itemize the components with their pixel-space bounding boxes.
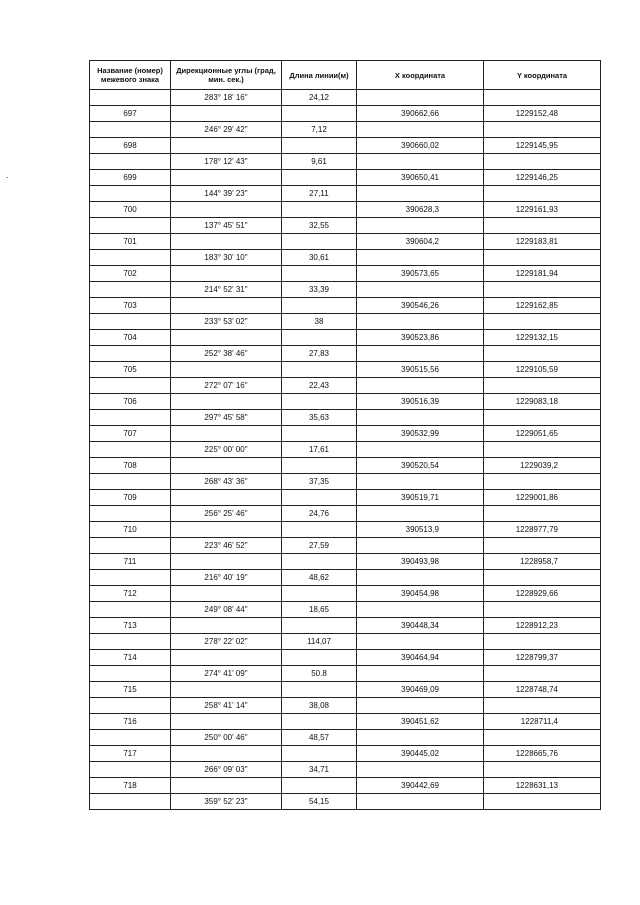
cell-x: 390628,3 <box>357 202 484 218</box>
table-row-point <box>90 554 601 570</box>
cell-y: 1228631,13 <box>484 778 601 794</box>
cell-angle <box>171 138 282 154</box>
cell-y <box>484 698 601 714</box>
table-body <box>90 90 601 810</box>
cell-angle <box>171 778 282 794</box>
cell-angle <box>171 106 282 122</box>
cell-x: 390546,26 <box>357 298 484 314</box>
cell-y: 1228977,79 <box>484 522 601 538</box>
cell-angle: 233° 53' 02" <box>171 314 282 330</box>
cell-angle <box>171 714 282 730</box>
cell-y: 1229181,94 <box>484 266 601 282</box>
table-row-point <box>90 170 601 186</box>
cell-length: 24,12 <box>282 90 357 106</box>
cell-angle <box>171 394 282 410</box>
table-row-point <box>90 714 601 730</box>
cell-angle <box>171 490 282 506</box>
cell-angle <box>171 298 282 314</box>
cell-y: 1229161,93 <box>484 202 601 218</box>
cell-name: 712 <box>90 586 171 602</box>
cell-length: 38 <box>282 314 357 330</box>
cell-length <box>282 266 357 282</box>
cell-name: 706 <box>90 394 171 410</box>
table-row-point <box>90 106 601 122</box>
table-row-point <box>90 298 601 314</box>
cell-name <box>90 570 171 586</box>
cell-name <box>90 794 171 810</box>
header-name: Название (номер) межевого знака <box>90 61 171 90</box>
cell-y <box>484 282 601 298</box>
table-row-segment <box>90 410 601 426</box>
cell-y <box>484 794 601 810</box>
cell-name: 702 <box>90 266 171 282</box>
table-row-point <box>90 746 601 762</box>
cell-y: 1229105,59 <box>484 362 601 378</box>
cell-y <box>484 602 601 618</box>
cell-y <box>484 506 601 522</box>
cell-name: 697 <box>90 106 171 122</box>
cell-angle: 183° 30' 10" <box>171 250 282 266</box>
cell-x: 390662,66 <box>357 106 484 122</box>
table-row-point <box>90 202 601 218</box>
table-row-segment <box>90 570 601 586</box>
cell-x <box>357 666 484 682</box>
cell-y: 1228958,7 <box>484 554 601 570</box>
cell-length <box>282 234 357 250</box>
cell-angle: 250° 00' 46" <box>171 730 282 746</box>
boundary-coordinates-table <box>89 60 601 810</box>
table-header-row <box>90 61 601 90</box>
cell-length: 32,55 <box>282 218 357 234</box>
cell-angle: 359° 52' 23" <box>171 794 282 810</box>
cell-y: 1229083,18 <box>484 394 601 410</box>
cell-length: 114,07 <box>282 634 357 650</box>
cell-length: 7,12 <box>282 122 357 138</box>
cell-y <box>484 730 601 746</box>
table-row-segment <box>90 90 601 106</box>
table-row-segment <box>90 250 601 266</box>
cell-y <box>484 474 601 490</box>
cell-angle: 283° 18' 16" <box>171 90 282 106</box>
cell-y: 1228799,37 <box>484 650 601 666</box>
table-row-point <box>90 682 601 698</box>
cell-x: 390519,71 <box>357 490 484 506</box>
cell-y: 1229051,65 <box>484 426 601 442</box>
cell-length: 24,76 <box>282 506 357 522</box>
cell-angle <box>171 682 282 698</box>
scan-speck <box>6 177 8 178</box>
cell-length: 30,61 <box>282 250 357 266</box>
cell-x: 390650,41 <box>357 170 484 186</box>
cell-angle: 278° 22' 02" <box>171 634 282 650</box>
cell-name <box>90 314 171 330</box>
table-row-point <box>90 330 601 346</box>
cell-x: 390573,65 <box>357 266 484 282</box>
cell-y <box>484 314 601 330</box>
cell-length <box>282 138 357 154</box>
cell-name <box>90 282 171 298</box>
cell-length <box>282 618 357 634</box>
table-row-segment <box>90 154 601 170</box>
cell-length <box>282 106 357 122</box>
cell-x: 390448,34 <box>357 618 484 634</box>
cell-name <box>90 154 171 170</box>
cell-x <box>357 122 484 138</box>
cell-x <box>357 506 484 522</box>
cell-length: 33,39 <box>282 282 357 298</box>
cell-x <box>357 314 484 330</box>
cell-name: 698 <box>90 138 171 154</box>
cell-y: 1229132,15 <box>484 330 601 346</box>
cell-name <box>90 186 171 202</box>
cell-x: 390532,99 <box>357 426 484 442</box>
cell-angle <box>171 650 282 666</box>
cell-y <box>484 90 601 106</box>
cell-y: 1229001,86 <box>484 490 601 506</box>
cell-y <box>484 122 601 138</box>
cell-name: 717 <box>90 746 171 762</box>
cell-length <box>282 170 357 186</box>
cell-y: 1228748,74 <box>484 682 601 698</box>
cell-length <box>282 586 357 602</box>
table-row-segment <box>90 666 601 682</box>
cell-name <box>90 122 171 138</box>
table-row-point <box>90 362 601 378</box>
cell-y <box>484 250 601 266</box>
cell-name: 700 <box>90 202 171 218</box>
cell-y: 1229183,81 <box>484 234 601 250</box>
cell-angle: 272° 07' 16" <box>171 378 282 394</box>
table-row-point <box>90 234 601 250</box>
cell-x <box>357 602 484 618</box>
cell-angle <box>171 234 282 250</box>
cell-x <box>357 410 484 426</box>
cell-x <box>357 186 484 202</box>
cell-name <box>90 634 171 650</box>
cell-y: 1229162,85 <box>484 298 601 314</box>
cell-y: 1228665,76 <box>484 746 601 762</box>
table-row-segment <box>90 634 601 650</box>
cell-length: 27,83 <box>282 346 357 362</box>
cell-name: 714 <box>90 650 171 666</box>
table-row-point <box>90 522 601 538</box>
cell-name <box>90 698 171 714</box>
cell-name: 715 <box>90 682 171 698</box>
cell-angle <box>171 170 282 186</box>
cell-angle: 249° 08' 44" <box>171 602 282 618</box>
cell-name <box>90 90 171 106</box>
table-row-segment <box>90 474 601 490</box>
cell-name <box>90 474 171 490</box>
cell-y: 1228711,4 <box>484 714 601 730</box>
cell-angle <box>171 458 282 474</box>
cell-x: 390464,94 <box>357 650 484 666</box>
cell-name: 708 <box>90 458 171 474</box>
cell-angle <box>171 586 282 602</box>
cell-angle: 258° 41' 14" <box>171 698 282 714</box>
cell-x <box>357 730 484 746</box>
table-row-segment <box>90 378 601 394</box>
cell-y: 1228929,66 <box>484 586 601 602</box>
cell-y <box>484 410 601 426</box>
cell-x: 390660,02 <box>357 138 484 154</box>
table-row-point <box>90 586 601 602</box>
cell-y <box>484 570 601 586</box>
cell-length: 37,35 <box>282 474 357 490</box>
cell-length: 48,57 <box>282 730 357 746</box>
table-row-segment <box>90 186 601 202</box>
cell-name <box>90 410 171 426</box>
cell-angle <box>171 266 282 282</box>
cell-y: 1229146,25 <box>484 170 601 186</box>
cell-name <box>90 442 171 458</box>
table-row-segment <box>90 122 601 138</box>
table-row-segment <box>90 506 601 522</box>
cell-y <box>484 154 601 170</box>
cell-x <box>357 634 484 650</box>
cell-x <box>357 538 484 554</box>
cell-name <box>90 666 171 682</box>
cell-angle: 256° 25' 46" <box>171 506 282 522</box>
cell-y: 1229152,48 <box>484 106 601 122</box>
cell-angle: 268° 43' 36" <box>171 474 282 490</box>
header-x: X координата <box>357 61 484 90</box>
table-row-segment <box>90 538 601 554</box>
cell-length <box>282 426 357 442</box>
cell-name <box>90 378 171 394</box>
cell-name <box>90 602 171 618</box>
cell-length <box>282 746 357 762</box>
cell-length <box>282 650 357 666</box>
cell-x <box>357 698 484 714</box>
cell-angle: 266° 09' 03" <box>171 762 282 778</box>
cell-length <box>282 202 357 218</box>
cell-length: 17,61 <box>282 442 357 458</box>
cell-x: 390469,09 <box>357 682 484 698</box>
cell-x <box>357 474 484 490</box>
table-row-segment <box>90 762 601 778</box>
header-y: Y координата <box>484 61 601 90</box>
cell-length <box>282 714 357 730</box>
cell-x: 390523,86 <box>357 330 484 346</box>
cell-angle: 274° 41' 09" <box>171 666 282 682</box>
cell-name: 710 <box>90 522 171 538</box>
table-row-point <box>90 394 601 410</box>
cell-name: 716 <box>90 714 171 730</box>
cell-angle: 246° 29' 42" <box>171 122 282 138</box>
cell-x <box>357 218 484 234</box>
cell-angle: 297° 45' 58" <box>171 410 282 426</box>
cell-length: 27,59 <box>282 538 357 554</box>
cell-name: 711 <box>90 554 171 570</box>
table-row-segment <box>90 794 601 810</box>
cell-length <box>282 298 357 314</box>
cell-name: 705 <box>90 362 171 378</box>
table-row-point <box>90 618 601 634</box>
cell-y <box>484 346 601 362</box>
cell-angle: 144° 39' 23" <box>171 186 282 202</box>
cell-x <box>357 346 484 362</box>
cell-length: 54,15 <box>282 794 357 810</box>
cell-x: 390442,69 <box>357 778 484 794</box>
cell-angle: 137° 45' 51" <box>171 218 282 234</box>
cell-name <box>90 506 171 522</box>
cell-x: 390515,56 <box>357 362 484 378</box>
cell-angle: 225° 00' 00" <box>171 442 282 458</box>
cell-x <box>357 282 484 298</box>
cell-name <box>90 250 171 266</box>
cell-x: 390493,98 <box>357 554 484 570</box>
cell-y <box>484 378 601 394</box>
cell-x: 390445,02 <box>357 746 484 762</box>
cell-length: 9,61 <box>282 154 357 170</box>
table-row-segment <box>90 698 601 714</box>
cell-x: 390451,62 <box>357 714 484 730</box>
cell-y <box>484 634 601 650</box>
cell-length <box>282 458 357 474</box>
cell-length <box>282 522 357 538</box>
cell-name: 713 <box>90 618 171 634</box>
cell-length <box>282 394 357 410</box>
table-row-point <box>90 778 601 794</box>
cell-name <box>90 538 171 554</box>
cell-y: 1228912,23 <box>484 618 601 634</box>
cell-name <box>90 762 171 778</box>
cell-length: 48,62 <box>282 570 357 586</box>
cell-y <box>484 186 601 202</box>
cell-length <box>282 778 357 794</box>
table-row-segment <box>90 314 601 330</box>
cell-name <box>90 218 171 234</box>
cell-length <box>282 682 357 698</box>
cell-angle: 252° 38' 46" <box>171 346 282 362</box>
table-row-segment <box>90 442 601 458</box>
cell-x <box>357 442 484 458</box>
cell-length: 38,08 <box>282 698 357 714</box>
cell-angle <box>171 746 282 762</box>
cell-length <box>282 554 357 570</box>
table-row-segment <box>90 602 601 618</box>
cell-angle <box>171 362 282 378</box>
cell-x: 390516,39 <box>357 394 484 410</box>
table-row-point <box>90 138 601 154</box>
cell-name: 709 <box>90 490 171 506</box>
cell-x: 390604,2 <box>357 234 484 250</box>
cell-x <box>357 250 484 266</box>
table-row-segment <box>90 218 601 234</box>
cell-y: 1229039,2 <box>484 458 601 474</box>
cell-name: 703 <box>90 298 171 314</box>
cell-length: 34,71 <box>282 762 357 778</box>
cell-angle: 223° 46' 52" <box>171 538 282 554</box>
cell-angle: 214° 52' 31" <box>171 282 282 298</box>
cell-length <box>282 490 357 506</box>
header-angle: Дирекционные углы (град, мин. сек.) <box>171 61 282 90</box>
cell-x: 390520,54 <box>357 458 484 474</box>
cell-angle <box>171 202 282 218</box>
cell-x <box>357 154 484 170</box>
cell-name: 699 <box>90 170 171 186</box>
cell-angle <box>171 618 282 634</box>
table-row-segment <box>90 346 601 362</box>
table-row-point <box>90 426 601 442</box>
cell-x <box>357 378 484 394</box>
table-row-point <box>90 458 601 474</box>
cell-angle <box>171 554 282 570</box>
cell-angle <box>171 426 282 442</box>
cell-length <box>282 362 357 378</box>
cell-name: 701 <box>90 234 171 250</box>
cell-name <box>90 730 171 746</box>
cell-angle: 216° 40' 19" <box>171 570 282 586</box>
cell-x <box>357 570 484 586</box>
cell-length <box>282 330 357 346</box>
cell-y <box>484 442 601 458</box>
table-row-point <box>90 650 601 666</box>
cell-x: 390513,9 <box>357 522 484 538</box>
cell-x: 390454,98 <box>357 586 484 602</box>
cell-y: 1229145,95 <box>484 138 601 154</box>
cell-length: 22,43 <box>282 378 357 394</box>
cell-name: 704 <box>90 330 171 346</box>
table-row-segment <box>90 282 601 298</box>
table-row-point <box>90 490 601 506</box>
cell-length: 27,11 <box>282 186 357 202</box>
cell-length: 18,65 <box>282 602 357 618</box>
cell-y <box>484 762 601 778</box>
cell-length: 35,63 <box>282 410 357 426</box>
cell-x <box>357 794 484 810</box>
cell-x <box>357 762 484 778</box>
cell-name <box>90 346 171 362</box>
cell-y <box>484 538 601 554</box>
cell-y <box>484 666 601 682</box>
cell-angle: 178° 12' 43" <box>171 154 282 170</box>
cell-name: 718 <box>90 778 171 794</box>
table-row-point <box>90 266 601 282</box>
cell-angle <box>171 522 282 538</box>
cell-angle <box>171 330 282 346</box>
cell-y <box>484 218 601 234</box>
cell-x <box>357 90 484 106</box>
cell-name: 707 <box>90 426 171 442</box>
header-length: Длина линии(м) <box>282 61 357 90</box>
table-row-segment <box>90 730 601 746</box>
cell-length: 50.8 <box>282 666 357 682</box>
